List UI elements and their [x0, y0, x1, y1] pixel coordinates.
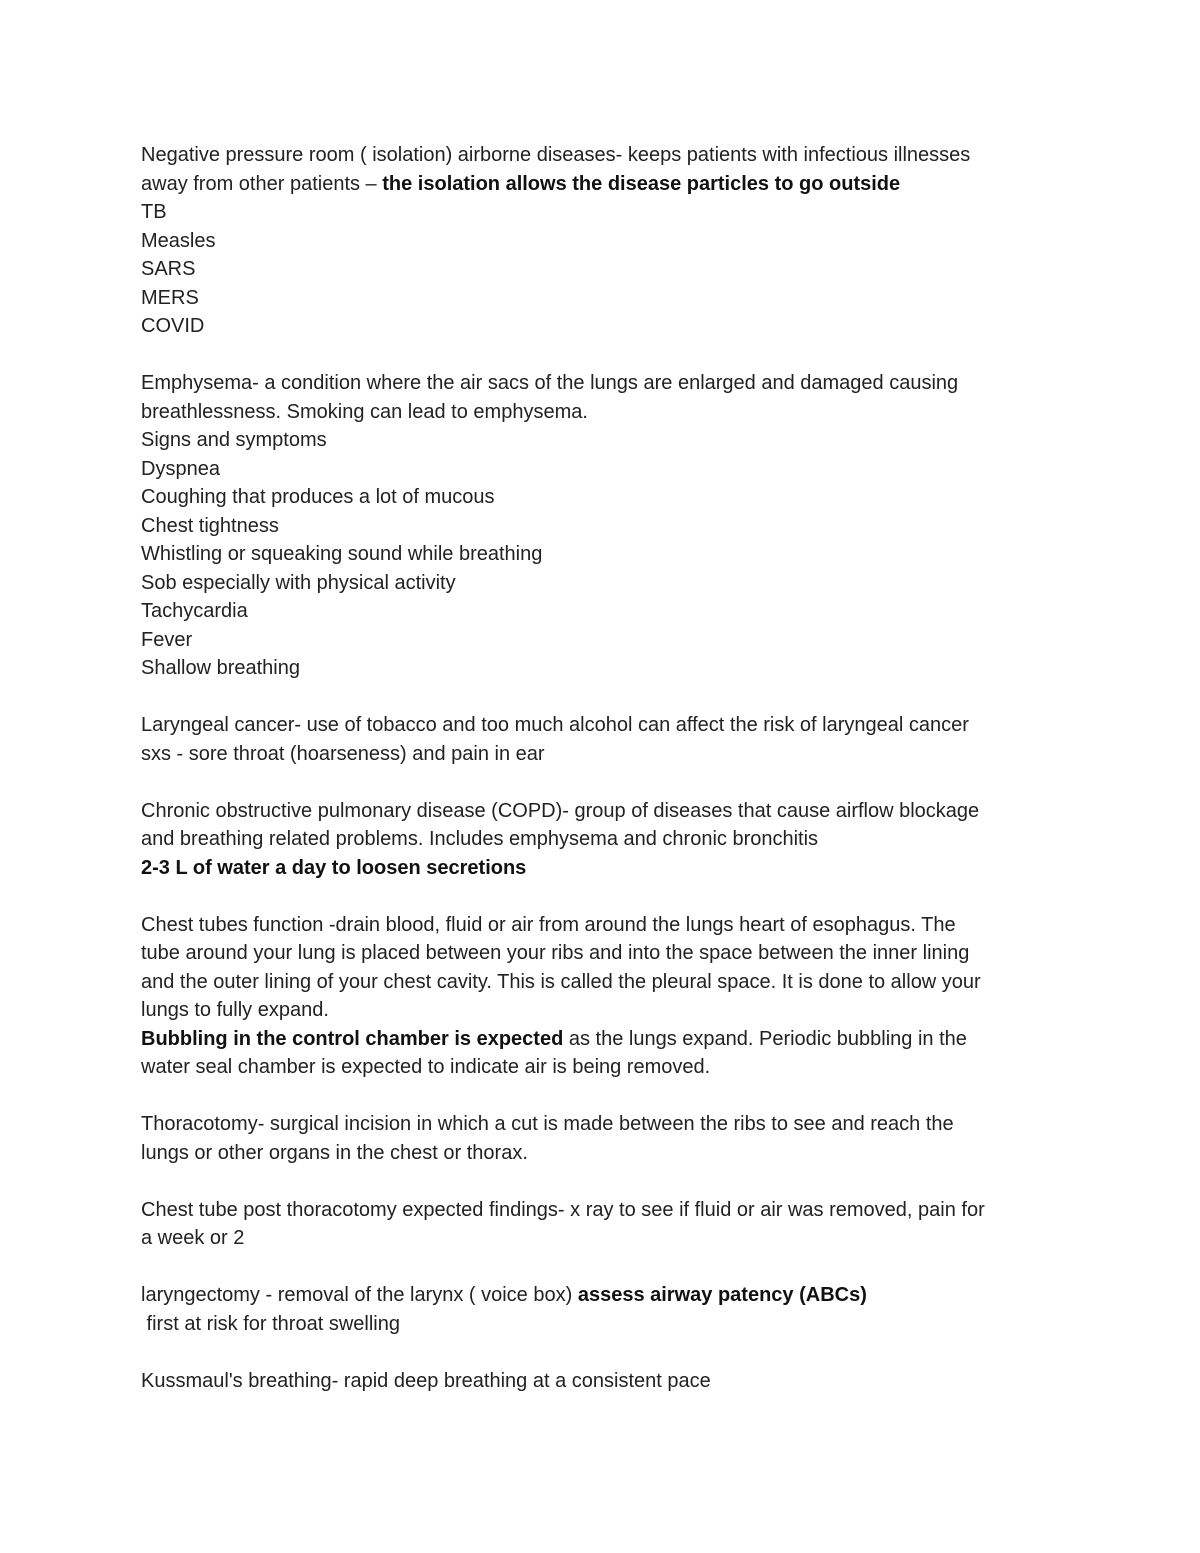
- bubbling-emphasis: Bubbling in the control chamber is expected: [141, 1027, 564, 1050]
- disease-item: MERS: [141, 286, 199, 309]
- thoracotomy-section: [141, 1110, 1061, 1167]
- symptom-item: Coughing that produces a lot of mucous: [141, 486, 495, 508]
- emphysema-line-2: breathlessness. Smoking can lead to emphysema.: [141, 400, 588, 423]
- chest-tubes-line-6: water seal chamber is expected to indicate air is being removed.: [141, 1056, 711, 1078]
- copd-line-2: and breathing related problems. Includes emphysema and chronic bronchitis: [141, 828, 819, 850]
- emphysema-line-1: Emphysema- a condition where the air sacs of the lungs are enlarged and damaged causing: [141, 372, 959, 394]
- kussmaul-line-1: Kussmaul's breathing- rapid deep breathing at a consistent pace: [141, 1369, 711, 1392]
- paragraph-gap: [141, 882, 1061, 911]
- document-page: [141, 141, 1061, 1395]
- chest-tube-post-section: [141, 1196, 1061, 1253]
- chest-tubes-line-3: and the outer lining of your chest cavity. This is called the pleural space. It is done to allow your: [141, 970, 981, 993]
- emphysema-section: [141, 369, 1061, 683]
- chest-tube-post-line-1: Chest tube post thoracotomy expected findings- x ray to see if fluid or air was removed, pain for: [141, 1198, 985, 1221]
- paragraph-gap: [141, 1338, 1061, 1367]
- water-intake-emphasis: 2-3 L of water a day to loosen secretions: [141, 856, 527, 879]
- laryngectomy-line-1: [141, 1281, 1061, 1310]
- airway-emphasis: assess airway patency (ABCs): [577, 1284, 867, 1306]
- thoracotomy-line-2: lungs or other organs in the chest or thorax.: [141, 1141, 528, 1164]
- laryngectomy-line-1-text: laryngectomy - removal of the larynx ( voice box): [141, 1284, 578, 1306]
- signs-heading: Signs and symptoms: [141, 429, 327, 451]
- symptom-item: Shallow breathing: [141, 657, 300, 679]
- disease-item: COVID: [141, 315, 205, 337]
- kussmaul-section: [141, 1367, 1061, 1396]
- chest-tubes-line-4: lungs to fully expand.: [141, 999, 329, 1021]
- paragraph-gap: [141, 341, 1061, 370]
- chest-tubes-line-2: tube around your lung is placed between your ribs and into the space between the inner lining: [141, 942, 970, 964]
- laryngectomy-section: [141, 1281, 1061, 1338]
- paragraph-gap: [141, 683, 1061, 712]
- chest-tube-post-line-2: a week or 2: [141, 1227, 245, 1249]
- symptom-item: Whistling or squeaking sound while breathing: [141, 543, 543, 565]
- negative-pressure-line-2-text: away from other patients –: [141, 172, 383, 195]
- paragraph-gap: [141, 768, 1061, 797]
- paragraph-gap: [141, 1167, 1061, 1196]
- copd-line-1: Chronic obstructive pulmonary disease (COPD)- group of diseases that cause airflow blockage: [141, 799, 980, 822]
- disease-item: SARS: [141, 258, 196, 280]
- laryngeal-cancer-line-2: sxs - sore throat (hoarseness) and pain in ear: [141, 742, 545, 765]
- chest-tubes-section: [141, 911, 1061, 1082]
- symptom-item: Fever: [141, 628, 193, 651]
- paragraph-gap: [141, 1253, 1061, 1282]
- thoracotomy-line-1: Thoracotomy- surgical incision in which a cut is made between the ribs to see and reach the: [141, 1113, 954, 1135]
- laryngeal-cancer-line-1: Laryngeal cancer- use of tobacco and too much alcohol can affect the risk of laryngeal cancer: [141, 714, 969, 736]
- laryngeal-cancer-section: [141, 711, 1061, 768]
- chest-tubes-line-5: [141, 1025, 1061, 1054]
- paragraph-gap: [141, 1082, 1061, 1111]
- copd-section: [141, 797, 1061, 883]
- chest-tubes-line-1: Chest tubes function -drain blood, fluid or air from around the lungs heart of esophagus. The: [141, 913, 956, 936]
- negative-pressure-line-2: [141, 170, 1061, 199]
- symptom-item: Tachycardia: [141, 600, 248, 622]
- laryngectomy-line-2: first at risk for throat swelling: [141, 1312, 400, 1335]
- disease-item: TB: [141, 201, 167, 223]
- negative-pressure-line-1: Negative pressure room ( isolation) airborne diseases- keeps patients with infectious illnesses: [141, 144, 971, 166]
- isolation-emphasis: the isolation allows the disease particles to go outside: [382, 172, 901, 195]
- chest-tubes-line-5-text: as the lungs expand. Periodic bubbling in the: [563, 1027, 967, 1050]
- symptom-item: Sob especially with physical activity: [141, 571, 456, 594]
- symptom-item: Chest tightness: [141, 514, 279, 537]
- negative-pressure-section: [141, 141, 1061, 341]
- disease-item: Measles: [141, 229, 216, 252]
- symptom-item: Dyspnea: [141, 457, 220, 480]
